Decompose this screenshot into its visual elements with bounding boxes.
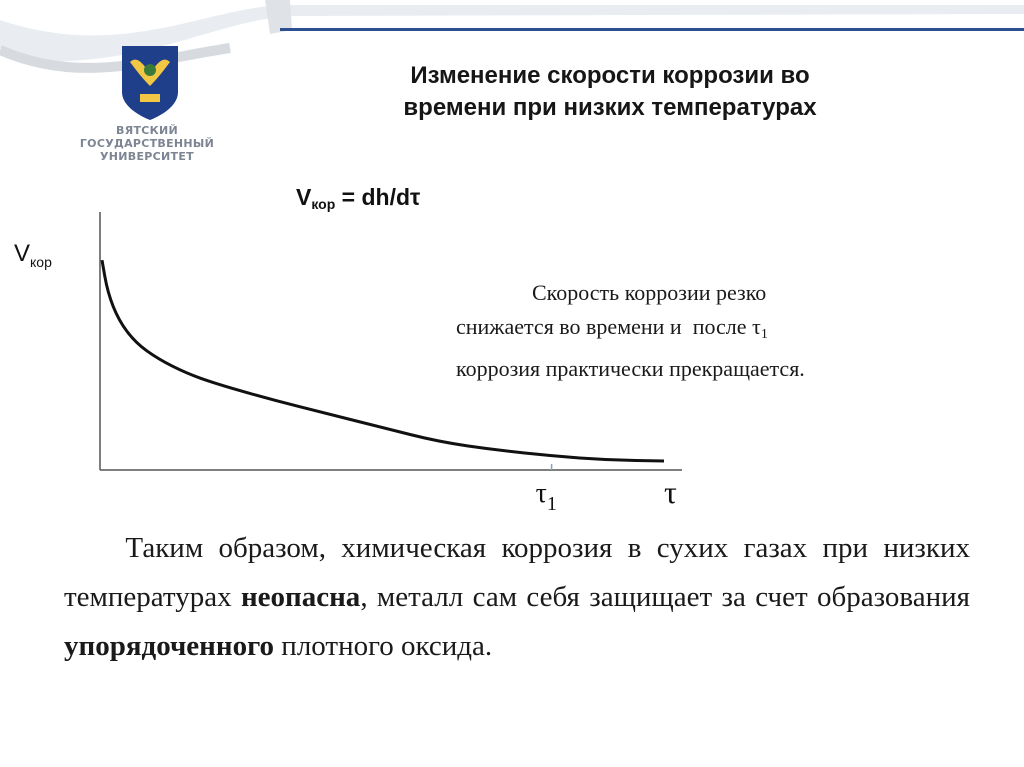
note-line-3: коррозия практически прекращается. — [456, 356, 805, 381]
note-line-2 — [456, 310, 1004, 352]
logo-line-3: УНИВЕРСИТЕТ — [100, 150, 194, 163]
formula-rest: = dh/dτ — [335, 184, 421, 210]
tau1-sub: 1 — [546, 493, 557, 515]
x-axis-label: τ — [664, 474, 677, 510]
title-line-1: Изменение скорости коррозии во — [410, 62, 810, 89]
y-axis-label-sub: кор — [30, 254, 52, 270]
logo-line-1: ВЯТСКИЙ — [116, 124, 178, 137]
tau1-main: τ — [535, 478, 547, 509]
conclusion-paragraph — [64, 524, 970, 671]
title-line-2: времени при низких температурах — [403, 94, 817, 121]
rate-note — [456, 276, 1004, 386]
conclusion-bold-1: неопасна — [240, 581, 361, 613]
formula-sub: кор — [311, 196, 336, 212]
conclusion-part-1: Таким образом, химическая коррозия в сухих газах при низких температурах — [64, 532, 970, 613]
note-line-1: Скорость коррозии резко — [532, 280, 767, 305]
formula-v: V — [296, 184, 312, 210]
note-line-2-sub: 1 — [760, 327, 768, 342]
note-line-2-text: снижается во времени и после τ — [456, 314, 761, 339]
logo-line-2: ГОСУДАРСТВЕННЫЙ — [79, 137, 215, 150]
conclusion-bold-2: упорядоченного — [64, 630, 275, 662]
x-tick-label-tau1 — [536, 478, 557, 516]
conclusion-part-2: , металл сам себя защищает за счет образования — [360, 581, 970, 613]
conclusion-part-3: плотного оксида. — [274, 630, 493, 662]
y-axis-label-main: V — [14, 240, 31, 267]
